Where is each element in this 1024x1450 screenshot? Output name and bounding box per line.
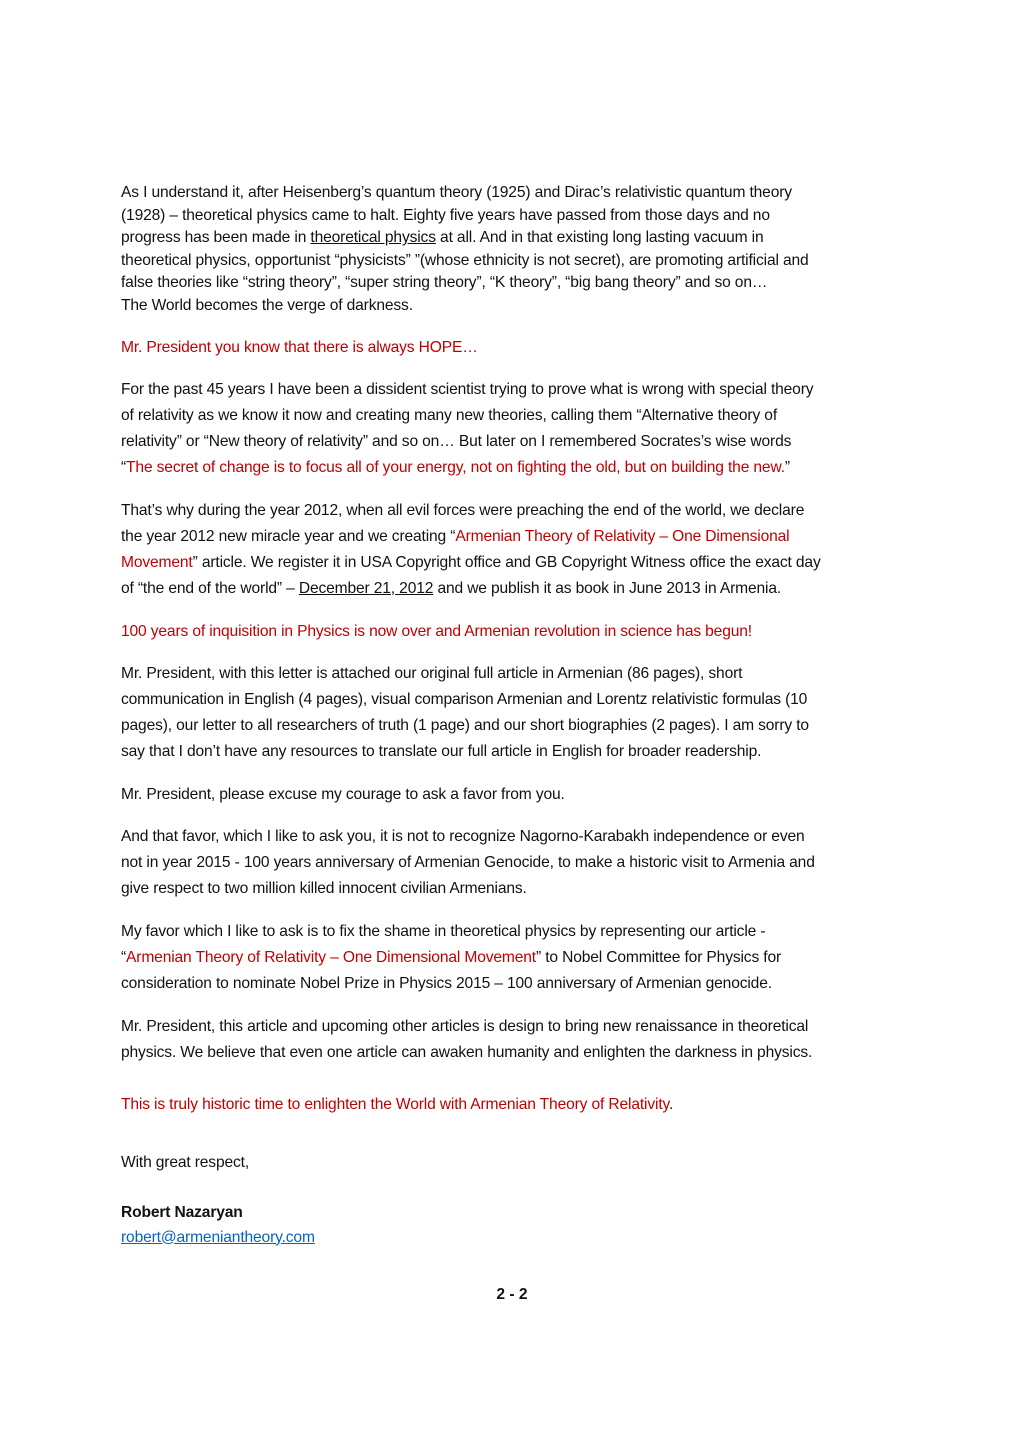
article-title: Movement <box>121 553 193 571</box>
paragraph-inquisition: 100 years of inquisition in Physics is now over and Armenian revolution in science has begun! <box>121 622 752 640</box>
text-line <box>121 455 911 481</box>
text-span: “ <box>121 458 127 476</box>
text-span: “ <box>121 948 127 966</box>
text-line <box>121 524 911 550</box>
text-span: ” article. We register it in USA Copyright office and GB Copyright Witness office the exact day <box>192 553 821 571</box>
text-line: of relativity as we know it now and creating many new theories, calling them “Alternative theory of <box>121 406 778 424</box>
date-underline: December 21, 2012 <box>298 579 434 597</box>
text-line: relativity” or “New theory of relativity” and so on… But later on I remembered Socrates’s wise words <box>121 432 792 450</box>
text-line: That’s why during the year 2012, when all evil forces were preaching the end of the world, we declare <box>121 501 805 519</box>
paragraph-physics-halt <box>121 182 911 318</box>
closing-salutation: With great respect, <box>121 1153 250 1171</box>
text-line <box>121 576 911 602</box>
page-number: 2 - 2 <box>496 1286 528 1303</box>
paragraph-historic-time <box>121 1092 911 1118</box>
text-span: and we publish it as book in June 2013 in Armenia. <box>433 579 782 597</box>
text-span: ” to Nobel Committee for Physics for <box>535 948 782 966</box>
text-span: progress has been made in <box>121 229 311 247</box>
text-span: . <box>669 1095 674 1113</box>
text-line: My favor which I like to ask is to fix the shame in theoretical physics by representing our article - <box>121 922 766 940</box>
article-title: Armenian Theory of Relativity – One Dimensional Movement <box>126 948 536 966</box>
email-line <box>121 1226 911 1250</box>
text-line <box>121 550 911 576</box>
text-line: theoretical physics, opportunist “physicists” ”(whose ethnicity is not secret), are promoting artificial and <box>121 251 809 269</box>
email-link[interactable]: robert@armeniantheory.com <box>121 1228 315 1246</box>
text-span: the year 2012 new miracle year and we creating “ <box>121 527 456 545</box>
text-line: pages), our letter to all researchers of truth (1 page) and our short biographies (2 pages). I am sorry to <box>121 716 809 734</box>
text-line: not in year 2015 - 100 years anniversary of Armenian Genocide, to make a historic visit to Armenia and <box>121 853 815 871</box>
signature-name: Robert Nazaryan <box>121 1203 243 1221</box>
text-line: false theories like “string theory”, “super string theory”, “K theory”, “big bang theory” and so on… <box>121 274 768 292</box>
text-line: consideration to nominate Nobel Prize in Physics 2015 – 100 anniversary of Armenian genocide. <box>121 974 772 992</box>
text-span: of “the end of the world” – <box>121 579 299 597</box>
text-span: ” <box>784 458 790 476</box>
paragraph-attachments <box>121 661 911 765</box>
article-title: Armenian Theory of Relativity – One Dimensional <box>455 527 790 545</box>
paragraph-favor-not <box>121 824 911 902</box>
text-line <box>121 945 911 971</box>
paragraph-nobel <box>121 919 911 997</box>
letter-body <box>121 182 911 1250</box>
text-line: And that favor, which I like to ask you, it is not to recognize Nagorno-Karabakh independence or even <box>121 827 805 845</box>
text-line: give respect to two million killed innocent civilian Armenians. <box>121 879 527 897</box>
text-span: at all. And in that existing long lasting vacuum in <box>435 229 764 247</box>
paragraph-dissident <box>121 377 911 481</box>
theoretical-physics-underline: theoretical physics <box>310 229 436 247</box>
text-line: say that I don’t have any resources to translate our full article in English for broader readership. <box>121 742 762 760</box>
text-line: Mr. President, with this letter is attached our original full article in Armenian (86 pages), short <box>121 664 743 682</box>
text-line: physics. We believe that even one article can awaken humanity and enlighten the darkness in physics. <box>121 1043 813 1061</box>
text-line <box>121 227 911 250</box>
historic-time-text: This is truly historic time to enlighten the World with Armenian Theory of Relativity <box>121 1095 669 1113</box>
paragraph-renaissance <box>121 1014 911 1066</box>
text-line: The World becomes the verge of darkness. <box>121 296 413 314</box>
text-line: As I understand it, after Heisenberg’s quantum theory (1925) and Dirac’s relativistic quantum theory <box>121 184 792 201</box>
paragraph-hope: Mr. President you know that there is always HOPE… <box>121 338 478 356</box>
text-line: (1928) – theoretical physics came to halt. Eighty five years have passed from those days and no <box>121 206 770 224</box>
text-line: For the past 45 years I have been a dissident scientist trying to prove what is wrong with special theory <box>121 380 814 398</box>
paragraph-favor-request: Mr. President, please excuse my courage to ask a favor from you. <box>121 785 565 803</box>
text-line: communication in English (4 pages), visual comparison Armenian and Lorentz relativistic formulas (10 <box>121 690 808 708</box>
socrates-quote: The secret of change is to focus all of your energy, not on fighting the old, but on building the new. <box>126 458 785 476</box>
text-line: Mr. President, this article and upcoming other articles is design to bring new renaissance in theoretical <box>121 1017 809 1035</box>
paragraph-miracle-year <box>121 498 911 602</box>
